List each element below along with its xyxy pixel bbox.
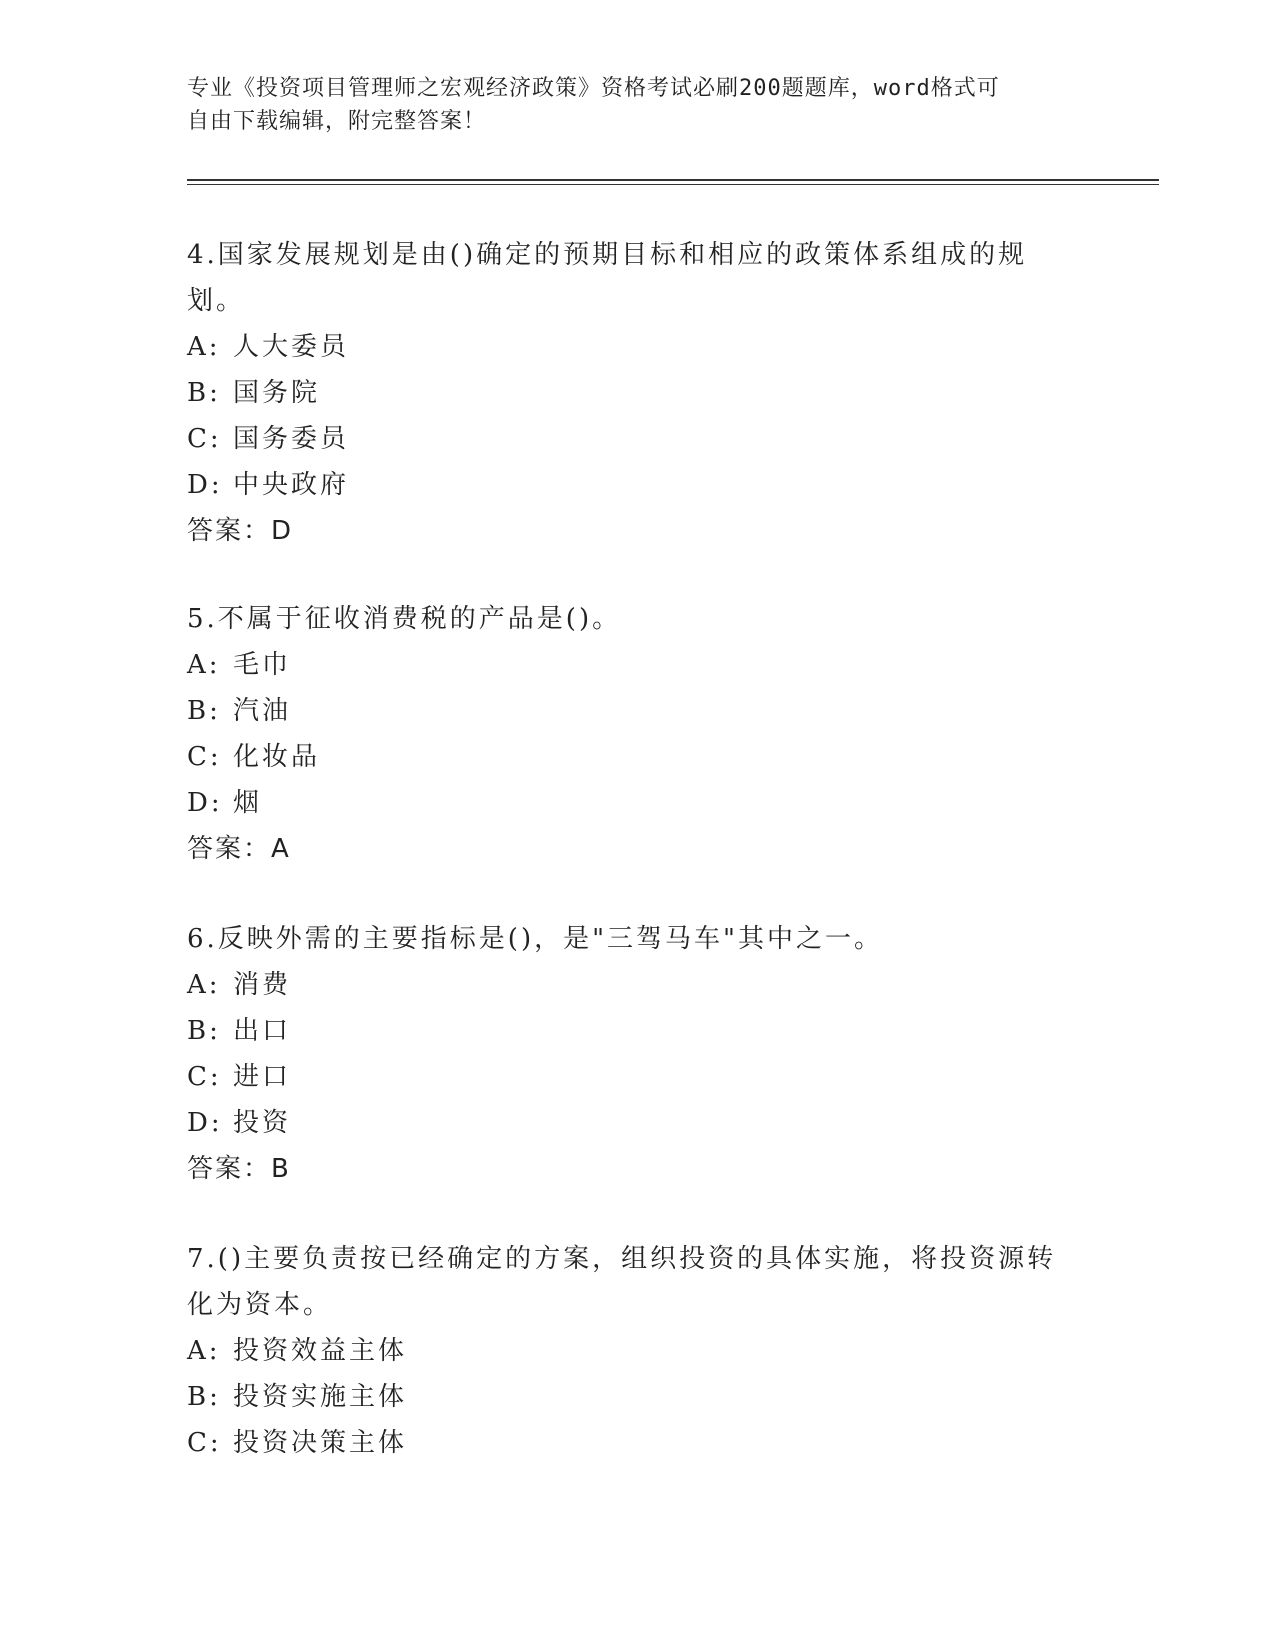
header-line-1: 专业《投资项目管理师之宏观经济政策》资格考试必刷200题题库，word格式可 [187, 76, 1000, 101]
question-text: 6.反映外需的主要指标是()，是"三驾马车"其中之一。 [187, 924, 884, 954]
answer-label: 答案：D [187, 516, 294, 546]
option-d [187, 1100, 1067, 1146]
option-c [187, 734, 1067, 780]
option-c [187, 1054, 1067, 1100]
question-text: 4.国家发展规划是由()确定的预期目标和相应的政策体系组成的规划。 [187, 240, 1028, 316]
document-header [187, 72, 1067, 138]
option-text: 投资效益主体 [233, 1336, 408, 1366]
option-letter: C: [187, 742, 222, 772]
option-letter: B: [187, 1016, 221, 1046]
option-b [187, 1008, 1067, 1054]
header-line-2: 自由下载编辑，附完整答案！ [187, 109, 487, 134]
option-text: 进口 [233, 1062, 292, 1092]
header-divider-thin [187, 184, 1159, 185]
answer-label: 答案：A [187, 834, 291, 864]
option-text: 烟 [233, 788, 263, 818]
option-text: 化妆品 [233, 742, 321, 772]
option-a [187, 1328, 1067, 1374]
option-text: 国务委员 [233, 424, 350, 454]
option-text: 投资 [233, 1108, 292, 1138]
option-text: 汽油 [233, 696, 292, 726]
option-text: 投资实施主体 [233, 1382, 408, 1412]
option-letter: A: [187, 650, 221, 680]
header-divider-thick [187, 179, 1159, 181]
question-text: 5.不属于征收消费税的产品是()。 [187, 604, 622, 634]
option-text: 投资决策主体 [233, 1428, 408, 1458]
option-letter: B: [187, 1382, 221, 1412]
option-letter: D: [187, 470, 223, 500]
option-letter: A: [187, 970, 221, 1000]
option-b [187, 370, 1067, 416]
option-letter: C: [187, 424, 222, 454]
option-text: 中央政府 [233, 470, 350, 500]
option-b [187, 688, 1067, 734]
question-5 [187, 596, 1067, 872]
option-b [187, 1374, 1067, 1420]
option-a [187, 962, 1067, 1008]
option-text: 毛巾 [233, 650, 292, 680]
option-a [187, 642, 1067, 688]
option-a [187, 324, 1067, 370]
option-letter: C: [187, 1428, 222, 1458]
option-c [187, 416, 1067, 462]
option-c [187, 1420, 1067, 1466]
option-d [187, 462, 1067, 508]
option-text: 国务院 [233, 378, 321, 408]
option-letter: B: [187, 378, 221, 408]
option-text: 出口 [233, 1016, 292, 1046]
option-d [187, 780, 1067, 826]
question-6 [187, 916, 1067, 1192]
option-letter: D: [187, 1108, 223, 1138]
option-text: 人大委员 [233, 332, 350, 362]
question-4 [187, 232, 1067, 554]
answer-label: 答案：B [187, 1154, 291, 1184]
question-7 [187, 1236, 1067, 1466]
option-letter: D: [187, 788, 223, 818]
option-letter: A: [187, 332, 221, 362]
question-text: 7.()主要负责按已经确定的方案，组织投资的具体实施，将投资源转化为资本。 [187, 1244, 1057, 1320]
option-letter: C: [187, 1062, 222, 1092]
option-letter: A: [187, 1336, 221, 1366]
option-letter: B: [187, 696, 221, 726]
option-text: 消费 [233, 970, 292, 1000]
